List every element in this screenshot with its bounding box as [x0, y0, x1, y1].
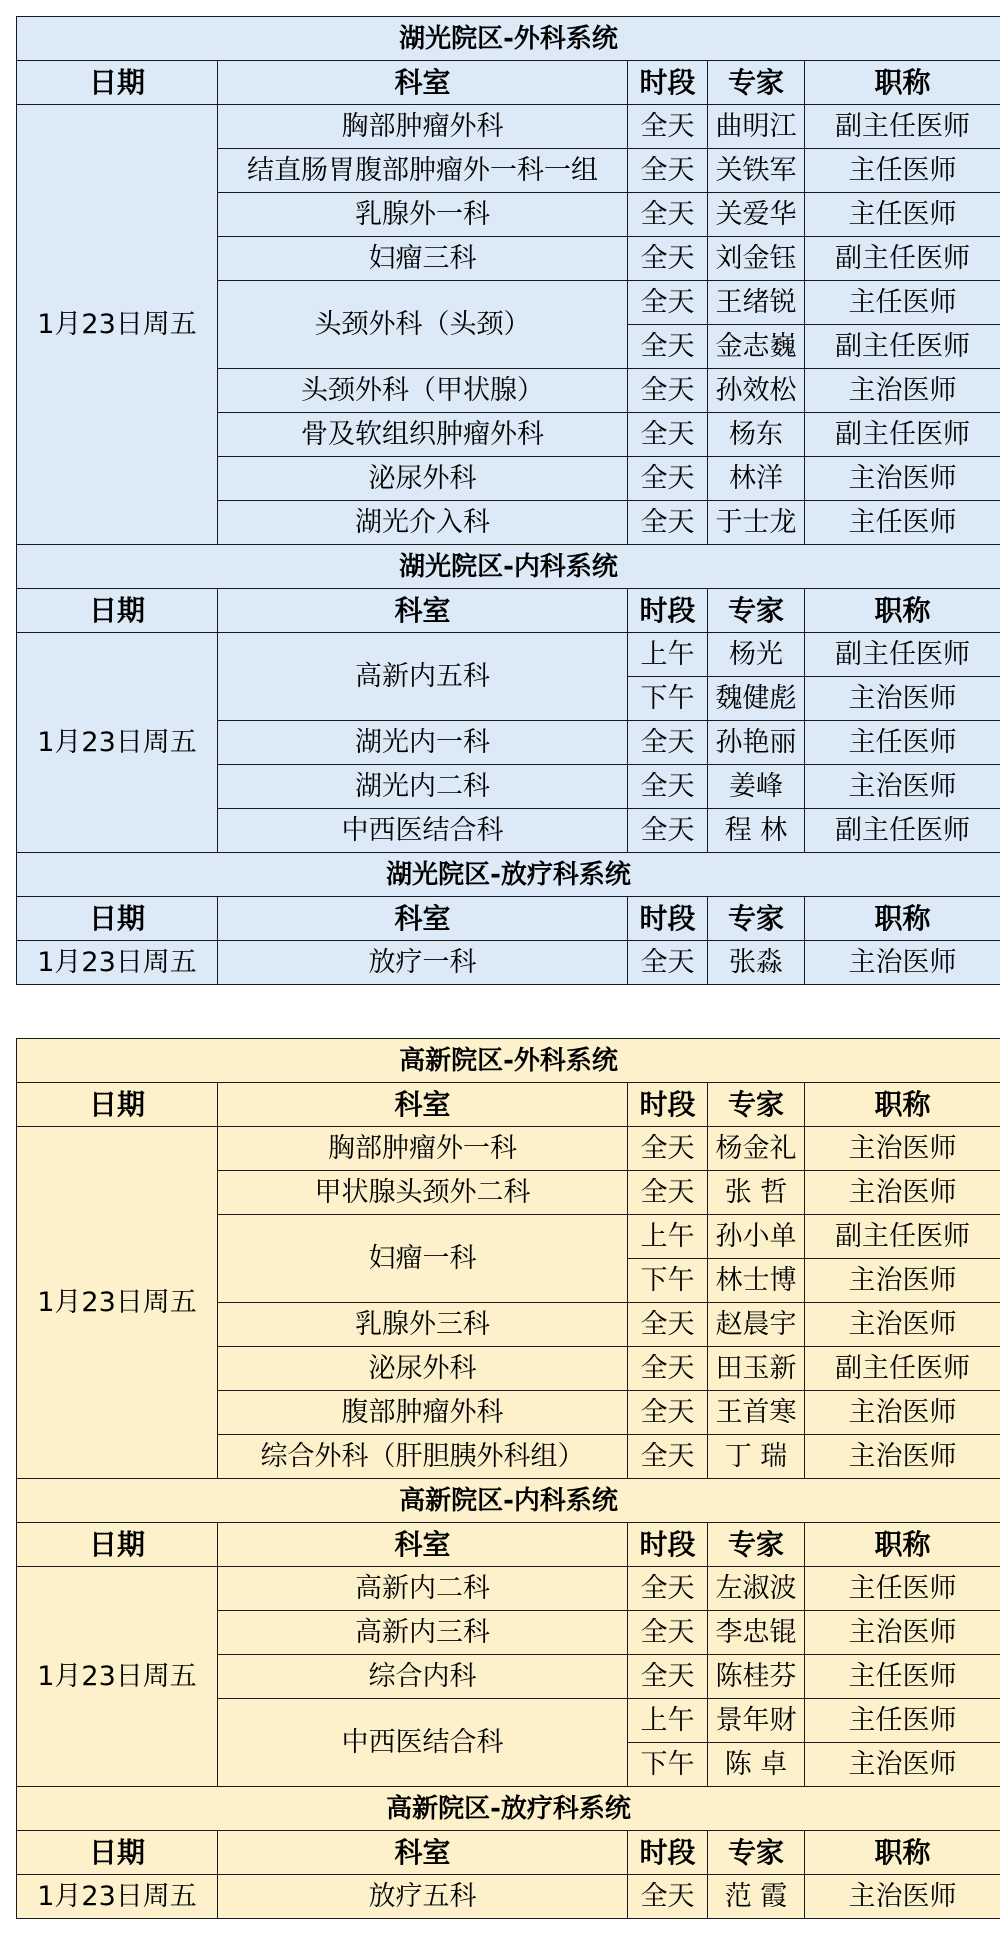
dept-cell: 胸部肿瘤外科: [218, 105, 628, 149]
table-row: [17, 1875, 1000, 1919]
slot-cell: 上午: [628, 1215, 708, 1259]
doctor-cell: 陈 卓: [708, 1743, 805, 1787]
title-cell: 主治医师: [805, 1171, 1000, 1215]
doctor-cell: 程 林: [708, 809, 805, 853]
doctor-cell: 林士博: [708, 1259, 805, 1303]
dept-cell: 泌尿外科: [218, 457, 628, 501]
dept-cell: 放疗五科: [218, 1875, 628, 1919]
doctor-cell: 景年财: [708, 1699, 805, 1743]
dept-cell: 骨及软组织肿瘤外科: [218, 413, 628, 457]
header-slot: 时段: [628, 1083, 708, 1127]
title-cell: 副主任医师: [805, 1215, 1000, 1259]
table-row: [17, 941, 1000, 985]
header-slot: 时段: [628, 897, 708, 941]
slot-cell: 全天: [628, 1875, 708, 1919]
slot-cell: 全天: [628, 1655, 708, 1699]
dept-cell: 湖光介入科: [218, 501, 628, 545]
title-cell: 副主任医师: [805, 1347, 1000, 1391]
header-title: 职称: [805, 1083, 1000, 1127]
dept-cell: 湖光内一科: [218, 721, 628, 765]
table-row: [17, 105, 1000, 149]
title-cell: 主任医师: [805, 1699, 1000, 1743]
dept-cell: 妇瘤一科: [218, 1215, 628, 1303]
title-cell: 主治医师: [805, 369, 1000, 413]
dept-cell: 泌尿外科: [218, 1347, 628, 1391]
header-dept: 科室: [218, 1831, 628, 1875]
date-cell: 1月23日周五: [17, 1875, 218, 1919]
title-cell: 主治医师: [805, 1303, 1000, 1347]
header-date: 日期: [17, 1523, 218, 1567]
dept-cell: 乳腺外一科: [218, 193, 628, 237]
header-date: 日期: [17, 61, 218, 105]
title-cell: 主任医师: [805, 281, 1000, 325]
doctor-cell: 杨光: [708, 633, 805, 677]
slot-cell: 上午: [628, 633, 708, 677]
table-row: [17, 633, 1000, 677]
header-doctor: 专家: [708, 589, 805, 633]
slot-cell: 全天: [628, 765, 708, 809]
doctor-cell: 范 霞: [708, 1875, 805, 1919]
header-dept: 科室: [218, 61, 628, 105]
title-cell: 副主任医师: [805, 325, 1000, 369]
dept-cell: 结直肠胃腹部肿瘤外一科一组: [218, 149, 628, 193]
section-title: 高新院区-外科系统: [17, 1039, 1000, 1083]
doctor-cell: 刘金钰: [708, 237, 805, 281]
title-cell: 主任医师: [805, 1655, 1000, 1699]
doctor-cell: 林洋: [708, 457, 805, 501]
slot-cell: 全天: [628, 721, 708, 765]
dept-cell: 中西医结合科: [218, 809, 628, 853]
header-title: 职称: [805, 1831, 1000, 1875]
date-cell: 1月23日周五: [17, 105, 218, 545]
header-title: 职称: [805, 589, 1000, 633]
header-doctor: 专家: [708, 1831, 805, 1875]
title-cell: 主治医师: [805, 1127, 1000, 1171]
slot-cell: 全天: [628, 1567, 708, 1611]
slot-cell: 全天: [628, 193, 708, 237]
dept-cell: 甲状腺头颈外二科: [218, 1171, 628, 1215]
slot-cell: 全天: [628, 325, 708, 369]
dept-cell: 湖光内二科: [218, 765, 628, 809]
doctor-cell: 于士龙: [708, 501, 805, 545]
doctor-cell: 关铁军: [708, 149, 805, 193]
doctor-cell: 金志巍: [708, 325, 805, 369]
slot-cell: 下午: [628, 677, 708, 721]
doctor-cell: 孙艳丽: [708, 721, 805, 765]
slot-cell: 全天: [628, 1303, 708, 1347]
dept-cell: 高新内五科: [218, 633, 628, 721]
header-date: 日期: [17, 897, 218, 941]
title-cell: 主治医师: [805, 1875, 1000, 1919]
doctor-cell: 李忠锟: [708, 1611, 805, 1655]
header-date: 日期: [17, 589, 218, 633]
header-dept: 科室: [218, 589, 628, 633]
title-cell: 主治医师: [805, 1391, 1000, 1435]
doctor-cell: 丁 瑞: [708, 1435, 805, 1479]
slot-cell: 全天: [628, 1435, 708, 1479]
slot-cell: 下午: [628, 1743, 708, 1787]
header-doctor: 专家: [708, 61, 805, 105]
title-cell: 主治医师: [805, 457, 1000, 501]
section-title: 湖光院区-外科系统: [17, 17, 1000, 61]
title-cell: 副主任医师: [805, 809, 1000, 853]
title-cell: 主治医师: [805, 1259, 1000, 1303]
slot-cell: 全天: [628, 501, 708, 545]
doctor-cell: 张 哲: [708, 1171, 805, 1215]
dept-cell: 综合内科: [218, 1655, 628, 1699]
dept-cell: 头颈外科（头颈）: [218, 281, 628, 369]
date-cell: 1月23日周五: [17, 1567, 218, 1787]
title-cell: 主治医师: [805, 765, 1000, 809]
slot-cell: 全天: [628, 105, 708, 149]
dept-cell: 头颈外科（甲状腺）: [218, 369, 628, 413]
section-title: 湖光院区-放疗科系统: [17, 853, 1000, 897]
section-title: 高新院区-内科系统: [17, 1479, 1000, 1523]
slot-cell: 全天: [628, 237, 708, 281]
doctor-cell: 杨东: [708, 413, 805, 457]
slot-cell: 全天: [628, 369, 708, 413]
dept-cell: 妇瘤三科: [218, 237, 628, 281]
date-cell: 1月23日周五: [17, 941, 218, 985]
date-cell: 1月23日周五: [17, 633, 218, 853]
doctor-cell: 关爱华: [708, 193, 805, 237]
header-title: 职称: [805, 61, 1000, 105]
header-slot: 时段: [628, 1523, 708, 1567]
section-title: 湖光院区-内科系统: [17, 545, 1000, 589]
slot-cell: 全天: [628, 457, 708, 501]
date-cell: 1月23日周五: [17, 1127, 218, 1479]
header-dept: 科室: [218, 1523, 628, 1567]
header-slot: 时段: [628, 589, 708, 633]
doctor-cell: 杨金礼: [708, 1127, 805, 1171]
header-date: 日期: [17, 1831, 218, 1875]
header-title: 职称: [805, 897, 1000, 941]
dept-cell: 放疗一科: [218, 941, 628, 985]
slot-cell: 全天: [628, 1171, 708, 1215]
slot-cell: 全天: [628, 1611, 708, 1655]
table-row: [17, 1567, 1000, 1611]
title-cell: 副主任医师: [805, 633, 1000, 677]
dept-cell: 乳腺外三科: [218, 1303, 628, 1347]
slot-cell: 全天: [628, 413, 708, 457]
title-cell: 副主任医师: [805, 105, 1000, 149]
dept-cell: 综合外科（肝胆胰外科组）: [218, 1435, 628, 1479]
slot-cell: 全天: [628, 941, 708, 985]
dept-cell: 高新内三科: [218, 1611, 628, 1655]
header-dept: 科室: [218, 897, 628, 941]
slot-cell: 全天: [628, 1127, 708, 1171]
slot-cell: 全天: [628, 1347, 708, 1391]
title-cell: 主治医师: [805, 1435, 1000, 1479]
doctor-cell: 左淑波: [708, 1567, 805, 1611]
title-cell: 主治医师: [805, 1743, 1000, 1787]
header-doctor: 专家: [708, 1523, 805, 1567]
title-cell: 主任医师: [805, 149, 1000, 193]
title-cell: 主治医师: [805, 1611, 1000, 1655]
header-title: 职称: [805, 1523, 1000, 1567]
dept-cell: 胸部肿瘤外一科: [218, 1127, 628, 1171]
title-cell: 主任医师: [805, 501, 1000, 545]
doctor-cell: 王绪锐: [708, 281, 805, 325]
slot-cell: 下午: [628, 1259, 708, 1303]
header-doctor: 专家: [708, 897, 805, 941]
header-doctor: 专家: [708, 1083, 805, 1127]
slot-cell: 全天: [628, 809, 708, 853]
doctor-cell: 曲明江: [708, 105, 805, 149]
title-cell: 主任医师: [805, 721, 1000, 765]
slot-cell: 全天: [628, 281, 708, 325]
header-dept: 科室: [218, 1083, 628, 1127]
doctor-cell: 王首寒: [708, 1391, 805, 1435]
header-date: 日期: [17, 1083, 218, 1127]
dept-cell: 高新内二科: [218, 1567, 628, 1611]
header-slot: 时段: [628, 61, 708, 105]
header-slot: 时段: [628, 1831, 708, 1875]
slot-cell: 全天: [628, 1391, 708, 1435]
title-cell: 副主任医师: [805, 413, 1000, 457]
table-row: [17, 1127, 1000, 1171]
dept-cell: 中西医结合科: [218, 1699, 628, 1787]
doctor-cell: 魏健彪: [708, 677, 805, 721]
title-cell: 主任医师: [805, 1567, 1000, 1611]
doctor-cell: 赵晨宇: [708, 1303, 805, 1347]
title-cell: 主任医师: [805, 193, 1000, 237]
slot-cell: 全天: [628, 149, 708, 193]
doctor-cell: 田玉新: [708, 1347, 805, 1391]
title-cell: 副主任医师: [805, 237, 1000, 281]
huguang-schedule-table: [16, 16, 1000, 985]
slot-cell: 上午: [628, 1699, 708, 1743]
dept-cell: 腹部肿瘤外科: [218, 1391, 628, 1435]
doctor-cell: 张淼: [708, 941, 805, 985]
doctor-cell: 孙效松: [708, 369, 805, 413]
gaoxin-schedule-table: [16, 1038, 1000, 1919]
title-cell: 主治医师: [805, 677, 1000, 721]
title-cell: 主治医师: [805, 941, 1000, 985]
doctor-cell: 姜峰: [708, 765, 805, 809]
doctor-cell: 孙小单: [708, 1215, 805, 1259]
doctor-cell: 陈桂芬: [708, 1655, 805, 1699]
section-title: 高新院区-放疗科系统: [17, 1787, 1000, 1831]
